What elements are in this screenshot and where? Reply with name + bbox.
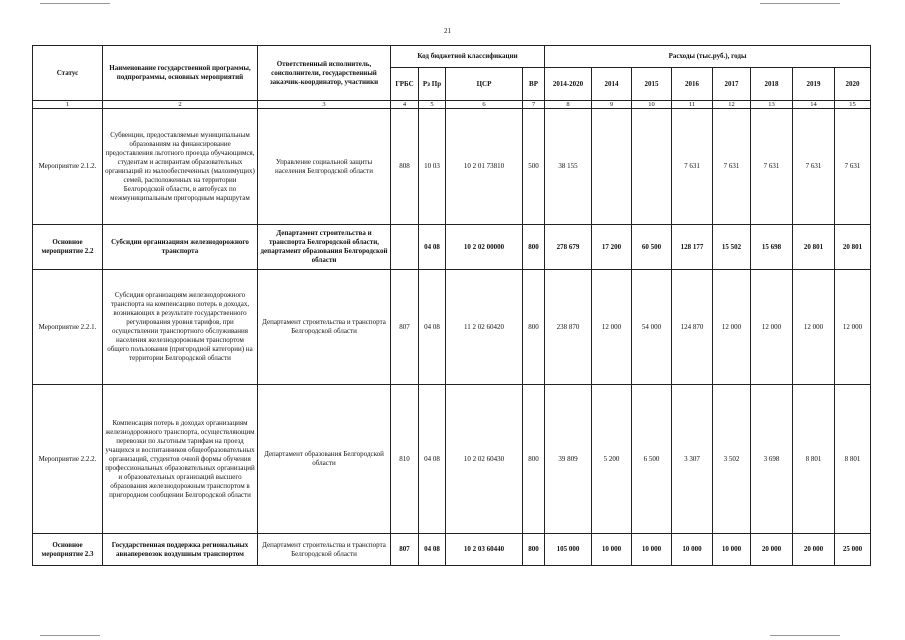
row-value: 39 809	[545, 385, 592, 534]
row-value: 10 000	[632, 534, 672, 566]
column-number: 9	[592, 101, 632, 109]
row-csr: 10 2 03 60440	[446, 534, 523, 566]
row-grbs: 807	[391, 270, 419, 385]
row-value: 8 801	[835, 385, 871, 534]
row-csr: 10 2 02 00000	[446, 225, 523, 270]
row-name: Компенсация потерь в доходах организациям железнодорожного транспорта, осуществляющим перевозки по льготным тарифам на проезд учащихся и воспитанников общеобразовательных организаций, студентов очной формы обучения профессиональных образовательных организаций и образовательных организаций высшего образования железнодорожным транспортом в пригородном сообщении Белгородской области	[103, 385, 258, 534]
row-value: 8 801	[793, 385, 835, 534]
row-value: 12 000	[751, 270, 793, 385]
row-rzpr: 04 08	[419, 270, 446, 385]
row-value: 3 502	[713, 385, 751, 534]
row-value: 105 000	[545, 534, 592, 566]
column-number: 4	[391, 101, 419, 109]
row-status: Мероприятие 2.1.2.	[33, 109, 103, 225]
column-number: 6	[446, 101, 523, 109]
row-executor: Департамент образования Белгородской области	[258, 385, 391, 534]
row-value: 6 500	[632, 385, 672, 534]
row-executor: Департамент строительства и транспорта Белгородской области	[258, 534, 391, 566]
page-number: 21	[444, 27, 451, 35]
header-year: 2018	[751, 68, 793, 101]
row-status: Мероприятие 2.2.2.	[33, 385, 103, 534]
header-status: Статус	[33, 46, 103, 101]
row-value: 124 870	[672, 270, 713, 385]
budget-table	[32, 45, 871, 566]
header-year: 2019	[793, 68, 835, 101]
row-value: 20 000	[751, 534, 793, 566]
row-value: 3 307	[672, 385, 713, 534]
header-rzpr: Рз Пр	[419, 68, 446, 101]
bottom-rule-left	[40, 635, 100, 636]
row-grbs	[391, 225, 419, 270]
row-value: 7 631	[713, 109, 751, 225]
row-status: Основное мероприятие 2.3	[33, 534, 103, 566]
header-vr: ВР	[523, 68, 545, 101]
header-expenses: Расходы (тыс.руб.), годы	[545, 46, 871, 68]
header-year: 2016	[672, 68, 713, 101]
table-row	[33, 534, 871, 566]
row-status: Основное мероприятие 2.2	[33, 225, 103, 270]
header-csr: ЦСР	[446, 68, 523, 101]
row-value	[632, 109, 672, 225]
row-grbs: 808	[391, 109, 419, 225]
row-rzpr: 04 08	[419, 385, 446, 534]
header-executor: Ответственный исполнитель, соисполнители, государственный заказчик-координатор, участники	[258, 46, 391, 101]
header-grbs: ГРБС	[391, 68, 419, 101]
row-value: 12 000	[713, 270, 751, 385]
row-vr: 800	[523, 225, 545, 270]
column-number: 1	[33, 101, 103, 109]
row-rzpr: 04 08	[419, 225, 446, 270]
column-number: 3	[258, 101, 391, 109]
row-vr: 800	[523, 385, 545, 534]
column-number: 13	[751, 101, 793, 109]
row-value: 15 698	[751, 225, 793, 270]
header-year: 2015	[632, 68, 672, 101]
row-value: 60 500	[632, 225, 672, 270]
row-vr: 800	[523, 534, 545, 566]
header-budget-code: Код бюджетной классификации	[391, 46, 545, 68]
row-executor: Департамент строительства и транспорта Белгородской области	[258, 270, 391, 385]
row-vr: 500	[523, 109, 545, 225]
column-number: 2	[103, 101, 258, 109]
row-value: 5 200	[592, 385, 632, 534]
header-name: Наименование государственной программы, подпрограммы, основных мероприятий	[103, 46, 258, 101]
row-value: 12 000	[592, 270, 632, 385]
row-executor: Управление социальной защиты населения Белгородской области	[258, 109, 391, 225]
column-number: 5	[419, 101, 446, 109]
row-grbs: 810	[391, 385, 419, 534]
header-year: 2020	[835, 68, 871, 101]
row-rzpr: 04 08	[419, 534, 446, 566]
row-status: Мероприятие 2.2.1.	[33, 270, 103, 385]
row-value: 10 000	[713, 534, 751, 566]
row-value: 25 000	[835, 534, 871, 566]
row-value: 20 000	[793, 534, 835, 566]
row-executor: Департамент строительства и транспорта Белгородской области, департамент образования Белгородской области	[258, 225, 391, 270]
row-value: 20 801	[793, 225, 835, 270]
row-value: 7 631	[793, 109, 835, 225]
row-vr: 800	[523, 270, 545, 385]
column-number: 7	[523, 101, 545, 109]
row-name: Субсидии организациям железнодорожного транспорта	[103, 225, 258, 270]
header-year: 2017	[713, 68, 751, 101]
row-value: 7 631	[835, 109, 871, 225]
row-value	[592, 109, 632, 225]
row-value: 7 631	[672, 109, 713, 225]
row-rzpr: 10 03	[419, 109, 446, 225]
row-grbs: 807	[391, 534, 419, 566]
table-row	[33, 109, 871, 225]
table-row	[33, 270, 871, 385]
header-year: 2014-2020	[545, 68, 592, 101]
row-value: 10 000	[592, 534, 632, 566]
bottom-rule-right	[770, 635, 840, 636]
column-number: 14	[793, 101, 835, 109]
top-rule-left	[40, 3, 110, 4]
row-value: 238 870	[545, 270, 592, 385]
column-number: 10	[632, 101, 672, 109]
row-value: 12 000	[793, 270, 835, 385]
row-name: Государственная поддержка региональных авиаперевозок воздушным транспортом	[103, 534, 258, 566]
column-number: 8	[545, 101, 592, 109]
table-row	[33, 385, 871, 534]
column-number: 15	[835, 101, 871, 109]
column-number: 11	[672, 101, 713, 109]
row-value: 38 155	[545, 109, 592, 225]
row-name: Субсидия организациям железнодорожного транспорта на компенсацию потерь в доходах, возникающих в результате государственного регулирования уровня тарифов, при осуществлении транспортного обслуживания населения железнодорожным транспортом общего пользования (пригородной категории) на территории Белгородской области	[103, 270, 258, 385]
row-csr: 11 2 02 60420	[446, 270, 523, 385]
row-name: Субвенции, предоставляемые муниципальным образованиям на финансирование предоставления льготного проезда обучающимся, студентам и аспирантам образовательных организаций из малообеспеченных (малоимущих) семей, расположенных на территории Белгородской области, в автобусах по межмуниципальным пригородным маршрутам	[103, 109, 258, 225]
row-value: 12 000	[835, 270, 871, 385]
row-value: 128 177	[672, 225, 713, 270]
column-number-row	[33, 101, 871, 109]
row-csr: 10 2 02 60430	[446, 385, 523, 534]
row-value: 54 000	[632, 270, 672, 385]
table-row	[33, 225, 871, 270]
row-value: 278 679	[545, 225, 592, 270]
row-value: 15 502	[713, 225, 751, 270]
top-rule-right	[760, 3, 840, 4]
row-value: 7 631	[751, 109, 793, 225]
column-number: 12	[713, 101, 751, 109]
row-value: 20 801	[835, 225, 871, 270]
row-value: 10 000	[672, 534, 713, 566]
row-value: 3 698	[751, 385, 793, 534]
row-value: 17 200	[592, 225, 632, 270]
row-csr: 10 2 01 73810	[446, 109, 523, 225]
header-year: 2014	[592, 68, 632, 101]
